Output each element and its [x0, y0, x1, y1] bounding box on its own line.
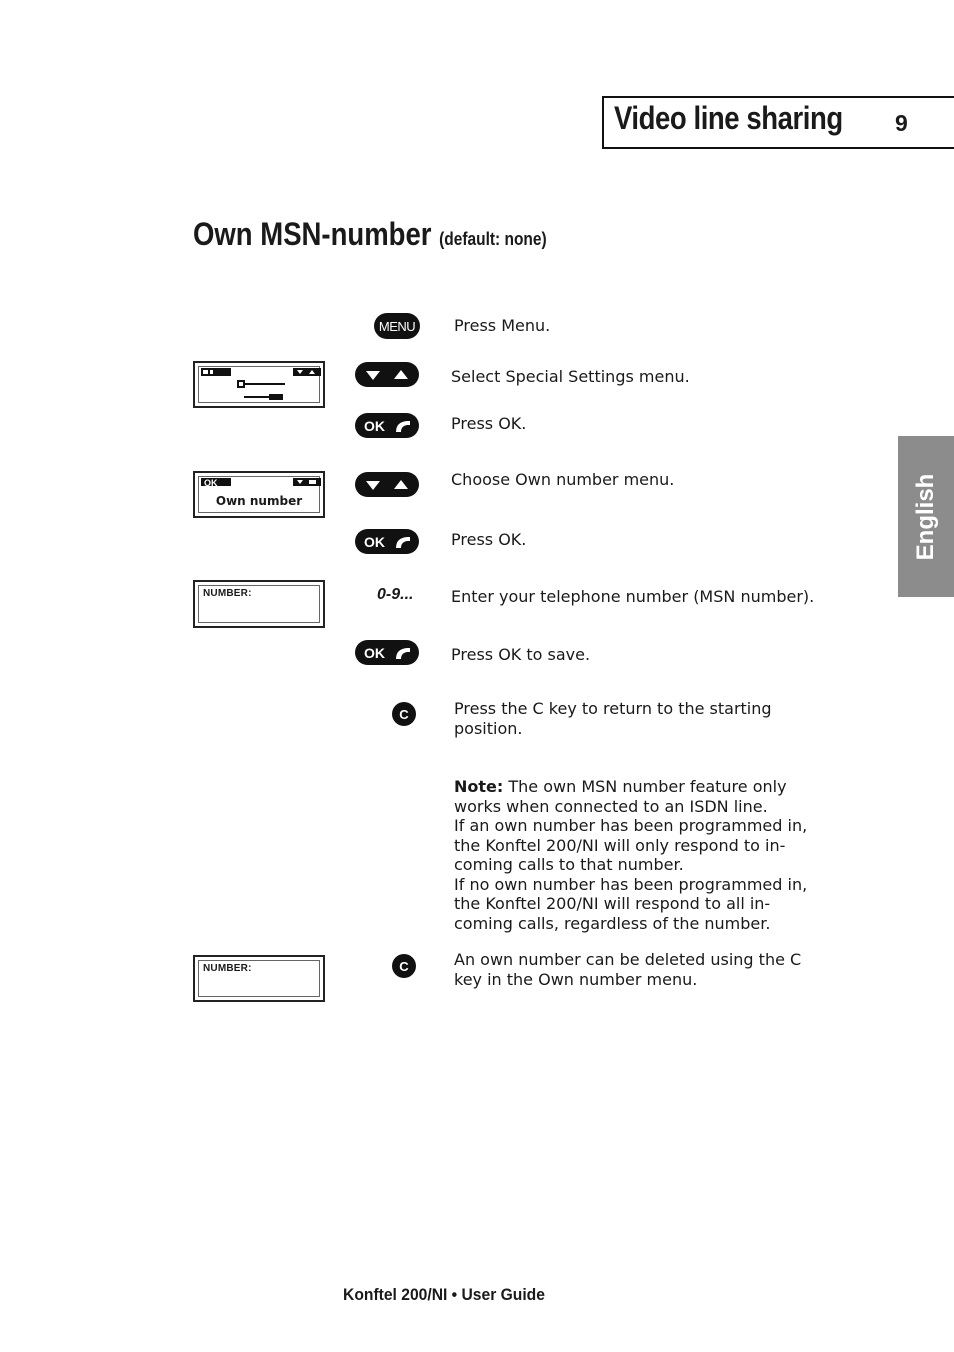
navigation-arrow-keys [355, 472, 419, 497]
c-key-label: C [399, 706, 409, 722]
lcd-number-display [193, 955, 325, 1002]
note-label: Note: [454, 777, 504, 796]
ok-key-label: OK [364, 417, 385, 434]
step-6-text: Enter your telephone number (MSN number). [451, 587, 815, 606]
handset-icon [393, 645, 413, 661]
step-5-text: Press OK. [451, 530, 527, 549]
chapter-title: Video line sharing [614, 100, 843, 136]
arrow-up-icon [393, 479, 409, 491]
lcd-own-number-display [193, 471, 325, 518]
page-footer: Konftel 200/NI • User Guide [343, 1285, 545, 1304]
note-line-5: coming calls to that number. [454, 855, 684, 874]
ok-key-label: OK [364, 533, 385, 550]
lcd-number-caption: NUMBER: [203, 963, 252, 974]
menu-key [374, 313, 420, 339]
lcd-ok-indicator: OK [204, 478, 218, 488]
lcd-number-caption: NUMBER: [203, 588, 252, 599]
ok-key [355, 413, 419, 438]
note-line-2: works when connected to an ISDN line. [454, 796, 768, 816]
note-line-3: If an own number has been programmed in, [454, 816, 808, 835]
ok-key [355, 640, 419, 665]
navigation-arrow-keys [355, 362, 419, 387]
note-line-1-text: The own MSN number feature only [503, 777, 787, 796]
c-key [392, 702, 416, 726]
settings-tools-icon [199, 367, 323, 406]
delete-step-text [454, 950, 801, 989]
lcd-settings-display [193, 361, 325, 408]
step-1-text: Press Menu. [454, 316, 551, 335]
handset-icon [393, 418, 413, 434]
note-line-6: If no own number has been programmed in, [454, 874, 808, 894]
keypad-digits-label: 0-9... [377, 586, 414, 603]
note-line-1 [454, 777, 807, 797]
lcd-screen [198, 366, 320, 403]
step-8-text [454, 699, 772, 738]
step-2-text: Select Special Settings menu. [451, 367, 690, 386]
language-tab [898, 436, 954, 597]
lcd-screen [198, 585, 320, 623]
ok-key [355, 529, 419, 554]
arrow-down-icon [365, 479, 381, 491]
delete-step-line-2: key in the Own number menu. [454, 969, 698, 989]
step-3-text: Press OK. [451, 414, 527, 433]
ok-key-label: OK [364, 644, 385, 661]
step-4-text: Choose Own number menu. [451, 470, 675, 489]
arrow-up-icon [393, 369, 409, 381]
lcd-number-display [193, 580, 325, 628]
handset-icon [393, 534, 413, 550]
c-key [392, 954, 416, 978]
lcd-screen [198, 960, 320, 997]
section-title [193, 216, 547, 253]
delete-step-line-1: An own number can be deleted using the C [454, 950, 802, 969]
c-key-label: C [399, 958, 409, 974]
step-8-line-1: Press the C key to return to the starting [454, 699, 772, 718]
arrow-down-icon [365, 369, 381, 381]
note-line-7: the Konftel 200/NI will respond to all in- [454, 894, 771, 913]
step-7-text: Press OK to save. [451, 645, 591, 664]
note-block [454, 777, 807, 933]
section-subtitle: (default: none) [439, 229, 547, 249]
lcd-own-number-text: Own number [215, 494, 303, 508]
menu-key-label: MENU [378, 318, 416, 334]
chapter-number: 9 [895, 110, 908, 136]
lcd-screen [198, 476, 320, 513]
note-line-8: coming calls, regardless of the number. [454, 913, 771, 933]
section-title-text: Own MSN-number [193, 216, 432, 252]
note-line-4: the Konftel 200/NI will only respond to in- [454, 835, 786, 855]
language-tab-label: English [912, 473, 939, 560]
step-8-line-2: position. [454, 718, 523, 738]
